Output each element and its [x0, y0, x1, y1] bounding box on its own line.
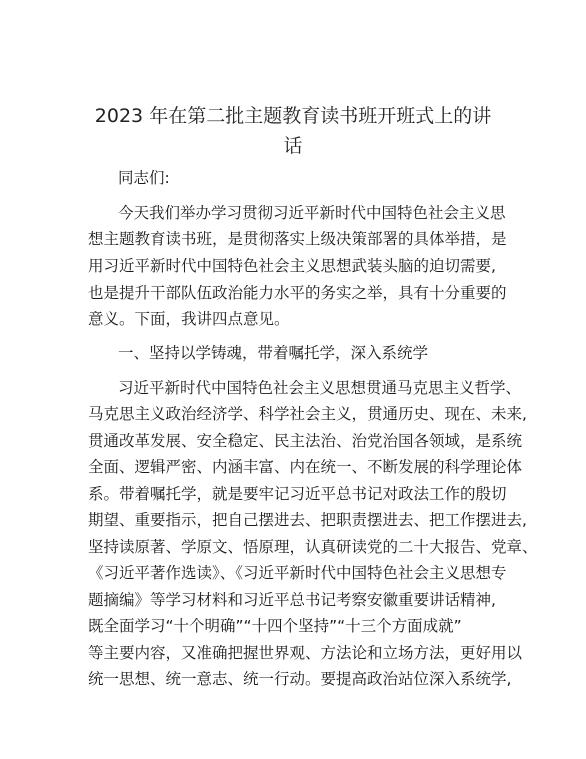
body-line-9: 题摘编》等学习材料和习近平总书记考察安徽重要讲话精神, — [88, 591, 496, 609]
document-title-line-2: 话 — [283, 135, 303, 157]
intro-line-3: 用习近平新时代中国特色社会主义思想武装头脑的迫切需要, — [88, 257, 496, 275]
body-line-6: 期望、重要指示，把自己摆进去、把职责摆进去、把工作摆进去, — [88, 511, 527, 529]
intro-line-4: 也是提升干部队伍政治能力水平的务实之举，具有十分重要的 — [88, 284, 507, 302]
intro-line-2: 想主题教育读书班，是贯彻落实上级决策部署的具体举措，是 — [88, 230, 507, 248]
body-line-8: 《习近平著作选读》、《习近平新时代中国特色社会主义思想专 — [88, 564, 507, 582]
body-line-5: 系。带着嘱托学，就是要牢记习近平总书记对政法工作的殷切 — [88, 485, 507, 503]
body-line-2: 马克思主义政治经济学、科学社会主义，贯通历史、现在、未来, — [88, 405, 527, 423]
document-title-line-1: 2023 年在第二批主题教育读书班开班式上的讲 — [94, 105, 492, 127]
salutation: 同志们: — [118, 169, 170, 187]
body-line-12: 统一思想、统一意志、统一行动。要提高政治站位深入系统学, — [88, 670, 512, 688]
intro-line-1: 今天我们举办学习贯彻习近平新时代中国特色社会主义思 — [118, 204, 506, 222]
body-line-10: 既全面学习“十个明确”“十四个坚持”“十三个方面成就” — [88, 617, 462, 635]
body-line-7: 坚持读原著、学原文、悟原理，认真研读党的二十大报告、党章、 — [88, 538, 538, 556]
body-line-11: 等主要内容，又准确把握世界观、方法论和立场方法，更好用以 — [88, 644, 523, 662]
intro-line-5: 意义。下面，我讲四点意见。 — [88, 310, 290, 328]
body-line-1: 习近平新时代中国特色社会主义思想贯通马克思主义哲学、 — [118, 379, 522, 397]
section-heading-1: 一、坚持以学铸魂，带着嘱托学，深入系统学 — [118, 344, 429, 362]
body-line-3: 贯通改革发展、安全稳定、民主法治、治党治国各领域，是系统 — [88, 432, 523, 450]
body-line-4: 全面、逻辑严密、内涵丰富、内在统一、不断发展的科学理论体 — [88, 458, 523, 476]
